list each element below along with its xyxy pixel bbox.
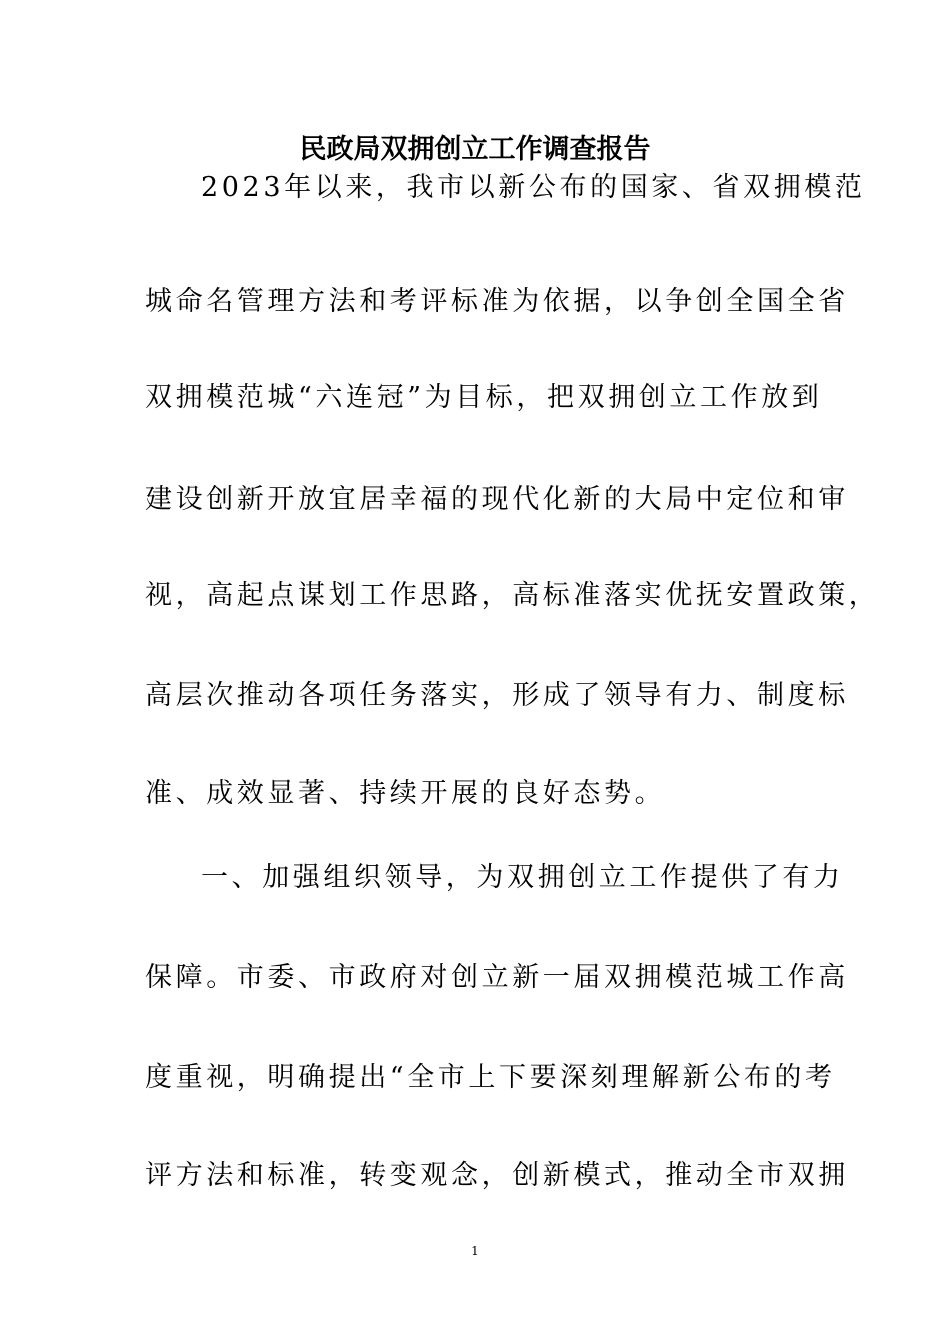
paragraph-line: 评方法和标准，转变观念，创新模式，推动全市双拥: [145, 1160, 849, 1191]
paragraph-line: 准、成效显著、持续开展的良好态势。: [145, 778, 666, 809]
document-title: 民政局双拥创立工作调查报告: [299, 134, 651, 165]
paragraph-line: 高层次推动各项任务落实，形成了领导有力、制度标: [145, 680, 849, 711]
paragraph-line: 建设创新开放宜居幸福的现代化新的大局中定位和审: [145, 484, 849, 515]
page-number: 1: [471, 1244, 479, 1258]
section-heading-line: 一、加强组织领导，为双拥创立工作提供了有力: [201, 862, 844, 893]
paragraph-line: 双拥模范城“六连冠”为目标，把双拥创立工作放到: [145, 382, 823, 413]
paragraph-line: 保障。市委、市政府对创立新一届双拥模范城工作高: [145, 962, 849, 993]
paragraph-line: 度重视，明确提出“全市上下要深刻理解新公布的考: [145, 1062, 836, 1093]
paragraph-line: 城命名管理方法和考评标准为依据，以争创全国全省: [145, 286, 849, 317]
paragraph-line: 视，高起点谋划工作思路，高标准落实优抚安置政策，: [145, 580, 880, 611]
paragraph-line: 2023年以来，我市以新公布的国家、省双拥模范: [201, 172, 866, 203]
